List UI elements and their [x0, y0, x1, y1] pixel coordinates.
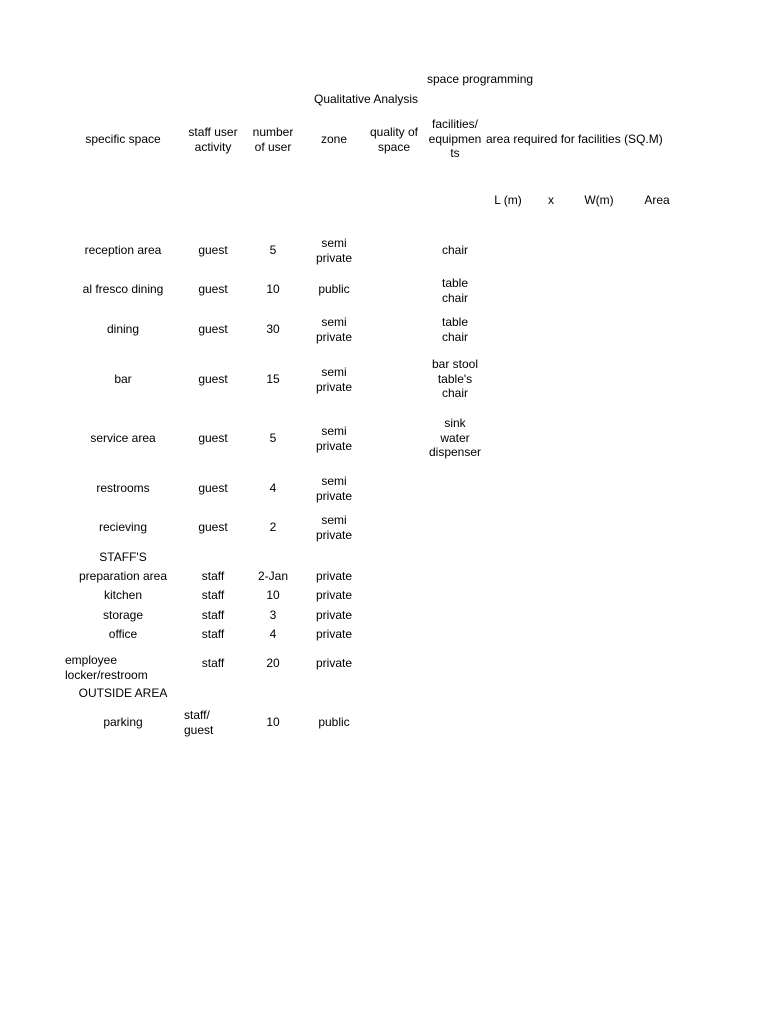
cell-space: parking: [103, 715, 143, 729]
cell-space: al fresco dining: [82, 282, 164, 296]
cell-number: 20: [266, 656, 280, 670]
cell-number: 3: [269, 608, 277, 622]
cell-number: 30: [266, 322, 280, 336]
cell-space: recieving: [98, 520, 148, 534]
cell-facilities: bar stool table's chair: [431, 357, 479, 400]
header-number-of-user: number of user: [252, 125, 294, 154]
cell-number: 10: [266, 588, 280, 602]
cell-user: staff: [201, 656, 225, 670]
cell-user: guest: [198, 520, 228, 534]
header-quality-of-space: quality of space: [369, 125, 419, 154]
cell-number: 10: [266, 715, 280, 729]
cell-zone: public: [318, 282, 350, 296]
cell-number: 4: [269, 481, 277, 495]
header-width: W(m): [584, 193, 614, 207]
cell-zone: semi private: [315, 424, 353, 453]
header-zone: zone: [320, 132, 348, 146]
cell-space: restrooms: [96, 481, 150, 495]
header-area-required: area required for facilities (SQ.M): [486, 132, 663, 146]
cell-zone: semi private: [315, 365, 353, 394]
cell-space: dining: [106, 322, 140, 336]
cell-user: guest: [198, 481, 228, 495]
cell-facilities: chair: [441, 243, 469, 257]
page-title: space programming: [427, 72, 534, 86]
cell-space: reception area: [84, 243, 162, 257]
header-specific-space: specific space: [85, 132, 161, 146]
cell-zone: public: [318, 715, 350, 729]
cell-user: staff/ guest: [184, 708, 214, 737]
cell-zone: private: [315, 588, 353, 602]
cell-space: kitchen: [103, 588, 143, 602]
cell-facilities: table chair: [441, 276, 469, 305]
header-area: Area: [644, 193, 670, 207]
header-length: L (m): [494, 193, 522, 207]
header-facilities: facilities/ equipmen ts: [428, 117, 482, 160]
header-times: x: [548, 193, 554, 207]
cell-space: bar: [114, 372, 132, 386]
cell-zone: semi private: [315, 513, 353, 542]
cell-space: employee locker/restroom: [65, 653, 148, 682]
cell-zone: private: [315, 608, 353, 622]
cell-number: 5: [269, 431, 277, 445]
page-subtitle: Qualitative Analysis: [314, 92, 419, 106]
cell-number: 5: [269, 243, 277, 257]
cell-space: office: [108, 627, 138, 641]
cell-number: 4: [269, 627, 277, 641]
cell-space: storage: [102, 608, 144, 622]
cell-user: staff: [201, 569, 225, 583]
cell-zone: private: [315, 627, 353, 641]
cell-user: staff: [201, 608, 225, 622]
header-staff-user-activity: staff user activity: [188, 125, 238, 154]
cell-user: guest: [198, 243, 228, 257]
cell-zone: semi private: [315, 315, 353, 344]
cell-user: guest: [198, 372, 228, 386]
cell-user: staff: [201, 627, 225, 641]
cell-space: service area: [90, 431, 156, 445]
cell-zone: semi private: [315, 474, 353, 503]
cell-number: 2-Jan: [257, 569, 289, 583]
cell-user: guest: [198, 322, 228, 336]
cell-zone: semi private: [315, 236, 353, 265]
cell-user: guest: [198, 282, 228, 296]
cell-zone: private: [315, 656, 353, 670]
cell-zone: private: [315, 569, 353, 583]
cell-number: 15: [266, 372, 280, 386]
section-heading-outside: OUTSIDE AREA: [78, 686, 168, 700]
cell-number: 2: [269, 520, 277, 534]
cell-user: staff: [201, 588, 225, 602]
section-heading-staff: STAFF'S: [99, 550, 147, 564]
cell-user: guest: [198, 431, 228, 445]
cell-facilities: sink water dispenser: [428, 416, 482, 459]
cell-facilities: table chair: [441, 315, 469, 344]
cell-space: preparation area: [78, 569, 168, 583]
cell-number: 10: [266, 282, 280, 296]
